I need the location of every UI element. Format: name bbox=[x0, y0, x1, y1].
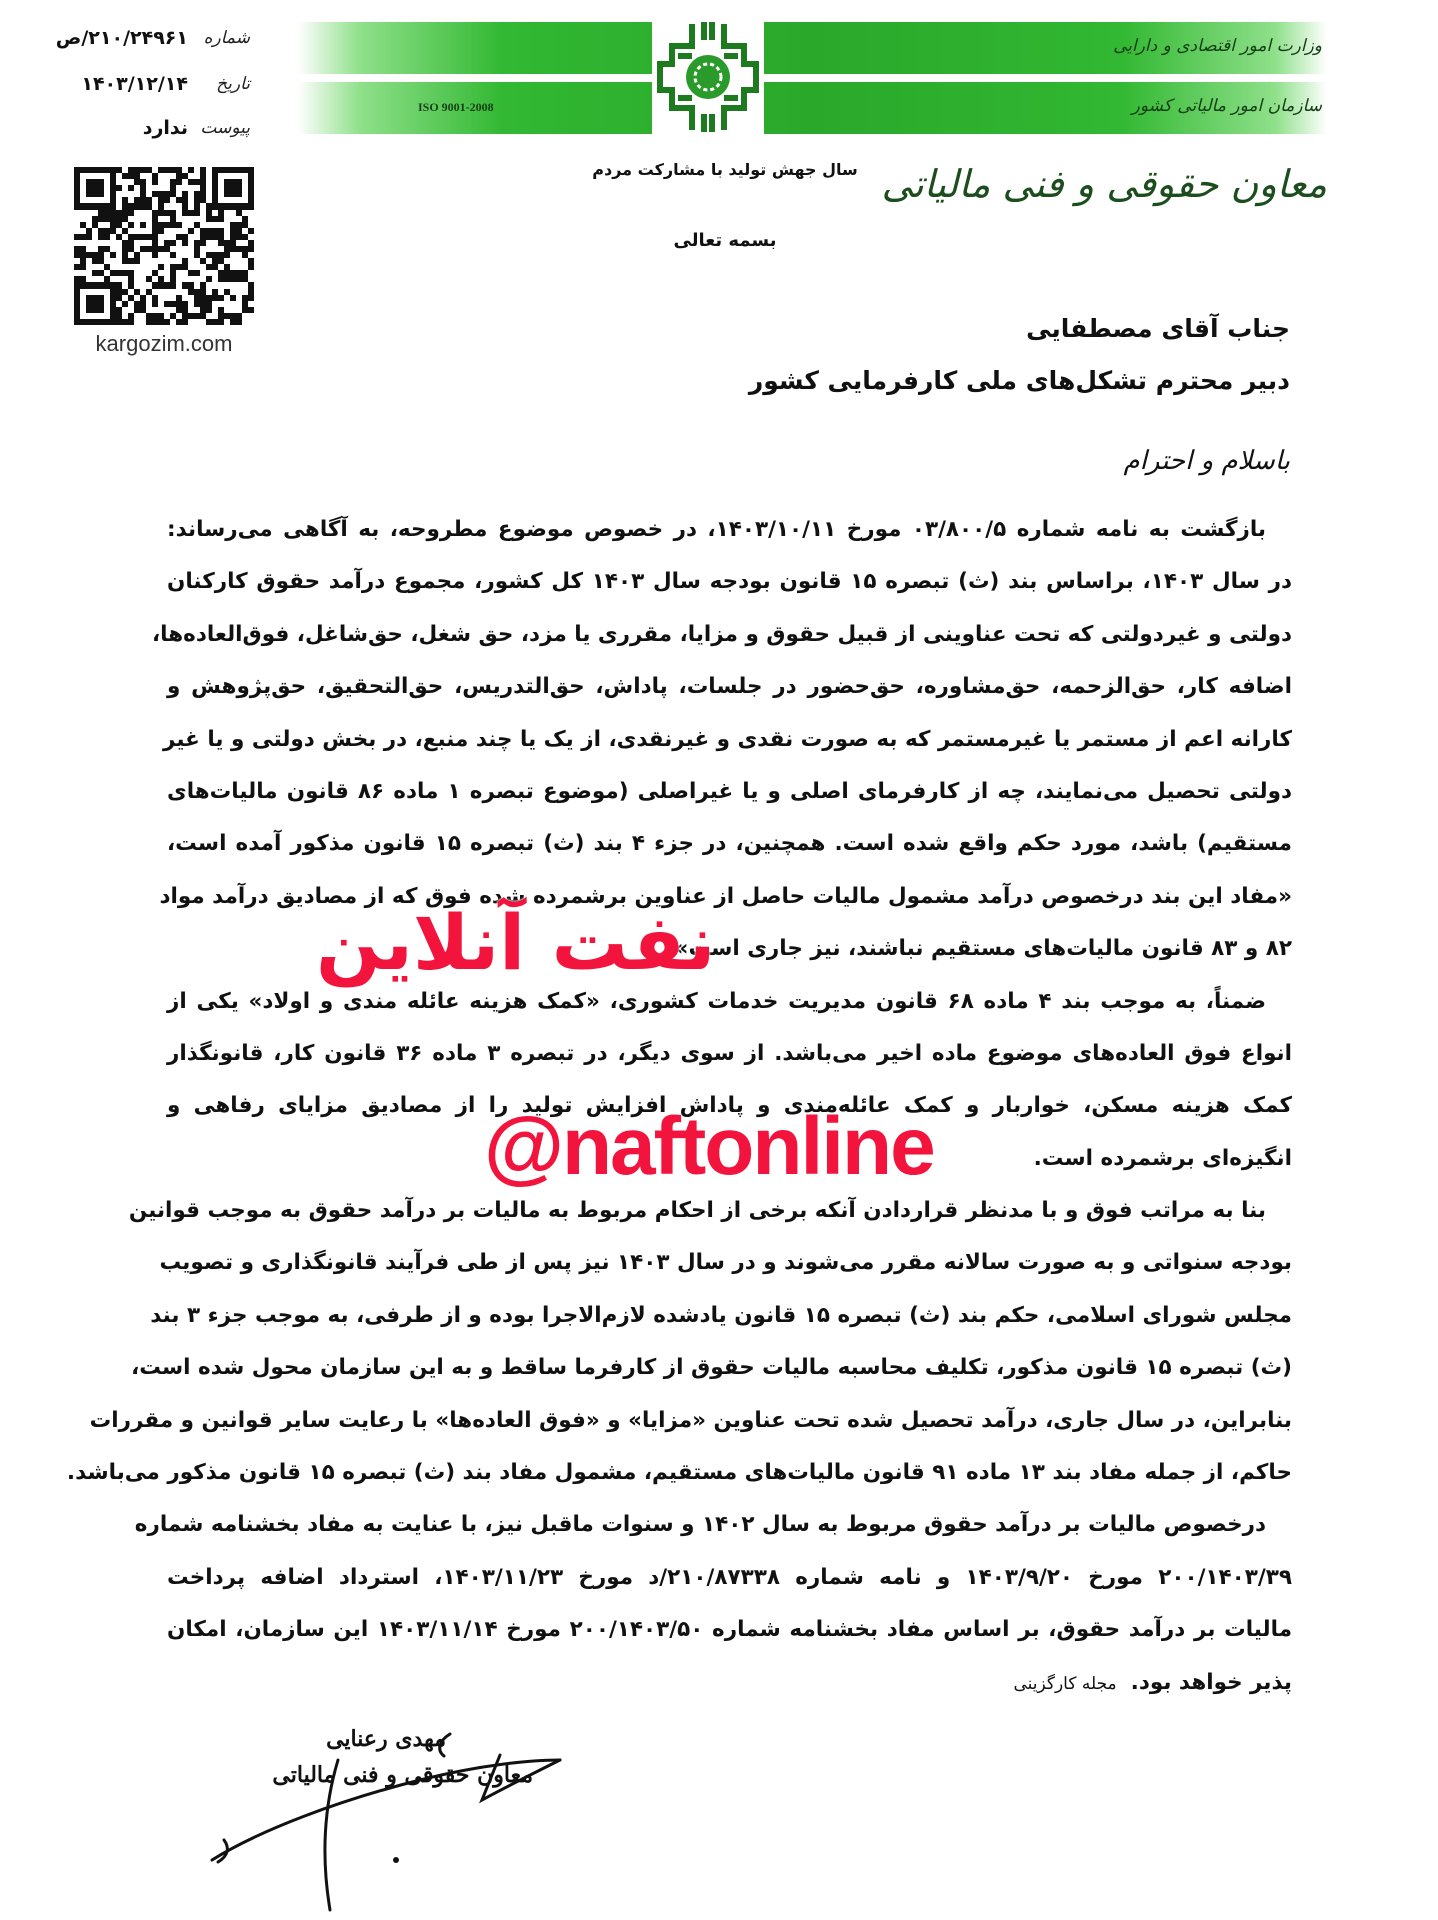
tax-organization-emblem bbox=[652, 16, 764, 138]
body-line: درخصوص مالیات بر درآمد حقوق مربوط به سال ۱۴۰۲ و سنوات ماقبل نیز، با عنایت به مفاد بخشنامه شماره bbox=[134, 1512, 1266, 1538]
greeting: باسلام و احترام bbox=[1123, 446, 1290, 476]
recipient-name: جناب آقای مصطفایی bbox=[1026, 314, 1290, 343]
body-line: بنابراین، در سال جاری، درآمد تحصیل شده تحت عناوین «مزایا» و «فوق العاده‌ها» با رعایت سایر قوانین و مقررات bbox=[89, 1407, 1292, 1433]
body-line: مستقیم) باشد، مورد حکم واقع شده است. همچنین، در جزء ۴ بند (ث) تبصره ۱۵ قانون مذکور آمده است، bbox=[167, 831, 1292, 857]
attachment-label: پیوست bbox=[200, 118, 250, 138]
watermark-persian: نفت آنلاین bbox=[316, 898, 716, 987]
body-line: مجلس شورای اسلامی، حکم بند (ث) تبصره ۱۵ قانون یادشده لازم‌الاجرا بوده و از طرفی، به موجب جزء ۳ بند bbox=[150, 1302, 1292, 1328]
body-line-final bbox=[167, 1657, 1292, 1709]
body-line: بازگشت به نامه شماره ۰۳/۸۰۰/۵ مورخ ۱۴۰۳/۱۰/۱۱، در خصوص موضوع مطروحه، به آگاهی می‌رساند: bbox=[167, 517, 1266, 542]
body-line: دولتی تحصیل می‌نمایند، چه از کارفرمای اصلی و یا غیراصلی (موضوع تبصره ۱ ماده ۸۶ قانون مالیات‌های bbox=[167, 778, 1292, 804]
qr-code bbox=[74, 167, 254, 325]
number-label: شماره bbox=[203, 28, 250, 48]
ministry-name: وزارت امور اقتصادی و دارایی bbox=[1113, 36, 1322, 56]
invocation: بسمه تعالی bbox=[673, 230, 777, 251]
body-line: «مفاد این بند درخصوص درآمد مشمول مالیات حاصل از عناوین برشمرده شده فوق که از مصادیق درآمد مواد bbox=[159, 883, 1292, 909]
iso-label: ISO 9001-2008 bbox=[418, 100, 494, 114]
deputy-title: معاون حقوقی و فنی مالیاتی bbox=[881, 162, 1327, 206]
signatory-name: مهدی رعنایی bbox=[326, 1726, 446, 1752]
closing-text: پذیر خواهد بود. bbox=[1130, 1669, 1292, 1695]
website-label: kargozim.com bbox=[95, 331, 233, 356]
body-line: ضمناً، به موجب بند ۴ ماده ۶۸ قانون مدیریت خدمات کشوری، «کمک هزینه عائله مندی و اولاد» یکی از bbox=[167, 988, 1266, 1014]
body-line: بنا به مراتب فوق و با مدنظر قراردادن آنکه برخی از احکام مربوط به مالیات بر درآمد حقوق به موجب قوانین bbox=[128, 1198, 1266, 1224]
letter-attachment bbox=[40, 108, 250, 148]
body-line: بودجه سنواتی و به صورت سالانه مقرر می‌شوند و در سال ۱۴۰۳ نیز پس از طی فرآیند قانونگذاری و تصویب bbox=[159, 1250, 1292, 1276]
letter-number bbox=[40, 18, 250, 58]
year-slogan: سال جهش تولید با مشارکت مردم bbox=[592, 160, 858, 179]
signature-scribble bbox=[200, 1720, 580, 1920]
body-line: در سال ۱۴۰۳، براساس بند (ث) تبصره ۱۵ قانون بودجه سال ۱۴۰۳ کل کشور، مجموع درآمد حقوق کارکنان bbox=[167, 569, 1292, 595]
body-line: (ث) تبصره ۱۵ قانون مذکور، تکلیف محاسبه مالیات حقوق از کارفرما ساقط و به این سازمان محول شده است، bbox=[131, 1355, 1292, 1381]
attachment-value: ندارد bbox=[142, 117, 188, 139]
date-label: تاریخ bbox=[216, 74, 250, 94]
body-line: ۸۲ و ۸۳ قانون مالیات‌های مستقیم نباشند، نیز جاری است». bbox=[666, 936, 1292, 962]
letter-date bbox=[40, 64, 250, 104]
organization-name: سازمان امور مالیاتی کشور bbox=[1131, 96, 1322, 116]
body-line: کارانه اعم از مستمر یا غیرمستمر که به صورت نقدی و غیرنقدی، از یک یا چند منبع، در بخش دولتی و یا غیر bbox=[163, 726, 1292, 752]
watermark-handle: @naftonline bbox=[484, 1101, 934, 1192]
body-line: انواع فوق العاده‌های موضوع ماده اخیر می‌باشد. از سوی دیگر، در تبصره ۳ ماده ۳۶ قانون کار، قانونگذار bbox=[167, 1040, 1292, 1066]
body-line: دولتی و غیردولتی که تحت عناوینی از قبیل حقوق و مزایا، مقرری یا مزد، حق شغل، حق‌شاغل، فوق‌العاده‌ها، bbox=[151, 621, 1292, 647]
body-line: ۲۰۰/۱۴۰۳/۳۹ مورخ ۱۴۰۳/۹/۲۰ و نامه شماره ۲۱۰/۸۷۳۳۸/د مورخ ۱۴۰۳/۱۱/۲۳، استرداد اضافه پرداخت bbox=[167, 1564, 1293, 1590]
number-value: ۲۱۰/۲۴۹۶۱/ص bbox=[55, 27, 188, 49]
body-line: انگیزه‌ای برشمرده است. bbox=[1033, 1145, 1292, 1171]
body-line: مالیات بر درآمد حقوق، بر اساس مفاد بخشنامه شماره ۲۰۰/۱۴۰۳/۵۰ مورخ ۱۴۰۳/۱۱/۱۴ این سازمان، امکان bbox=[167, 1617, 1292, 1643]
recipient-position: دبیر محترم تشکل‌های ملی کارفرمایی کشور bbox=[748, 366, 1290, 395]
signatory-title: معاون حقوقی و فنی مالیاتی bbox=[272, 1762, 533, 1788]
body-line: اضافه کار، حق‌الزحمه، حق‌مشاوره، حق‌حضور در جلسات، پاداش، حق‌التدریس، حق‌التحقیق، حق‌پژوهش و bbox=[167, 674, 1292, 700]
date-value: ۱۴۰۳/۱۲/۱۴ bbox=[81, 73, 188, 95]
body-line: حاکم، از جمله مفاد بند ۱۳ ماده ۹۱ قانون مالیات‌های مستقیم، مشمول مفاد بند (ث) تبصره ۱۵ قانون مذکور می‌باشد. bbox=[66, 1460, 1292, 1486]
body-line: کمک هزینه مسکن، خواربار و کمک عائله‌مندی و پاداش افزایش تولید را از مصادیق مزایای رفاهی و bbox=[167, 1093, 1292, 1119]
source-note: مجله کارگزینی bbox=[1013, 1673, 1117, 1694]
